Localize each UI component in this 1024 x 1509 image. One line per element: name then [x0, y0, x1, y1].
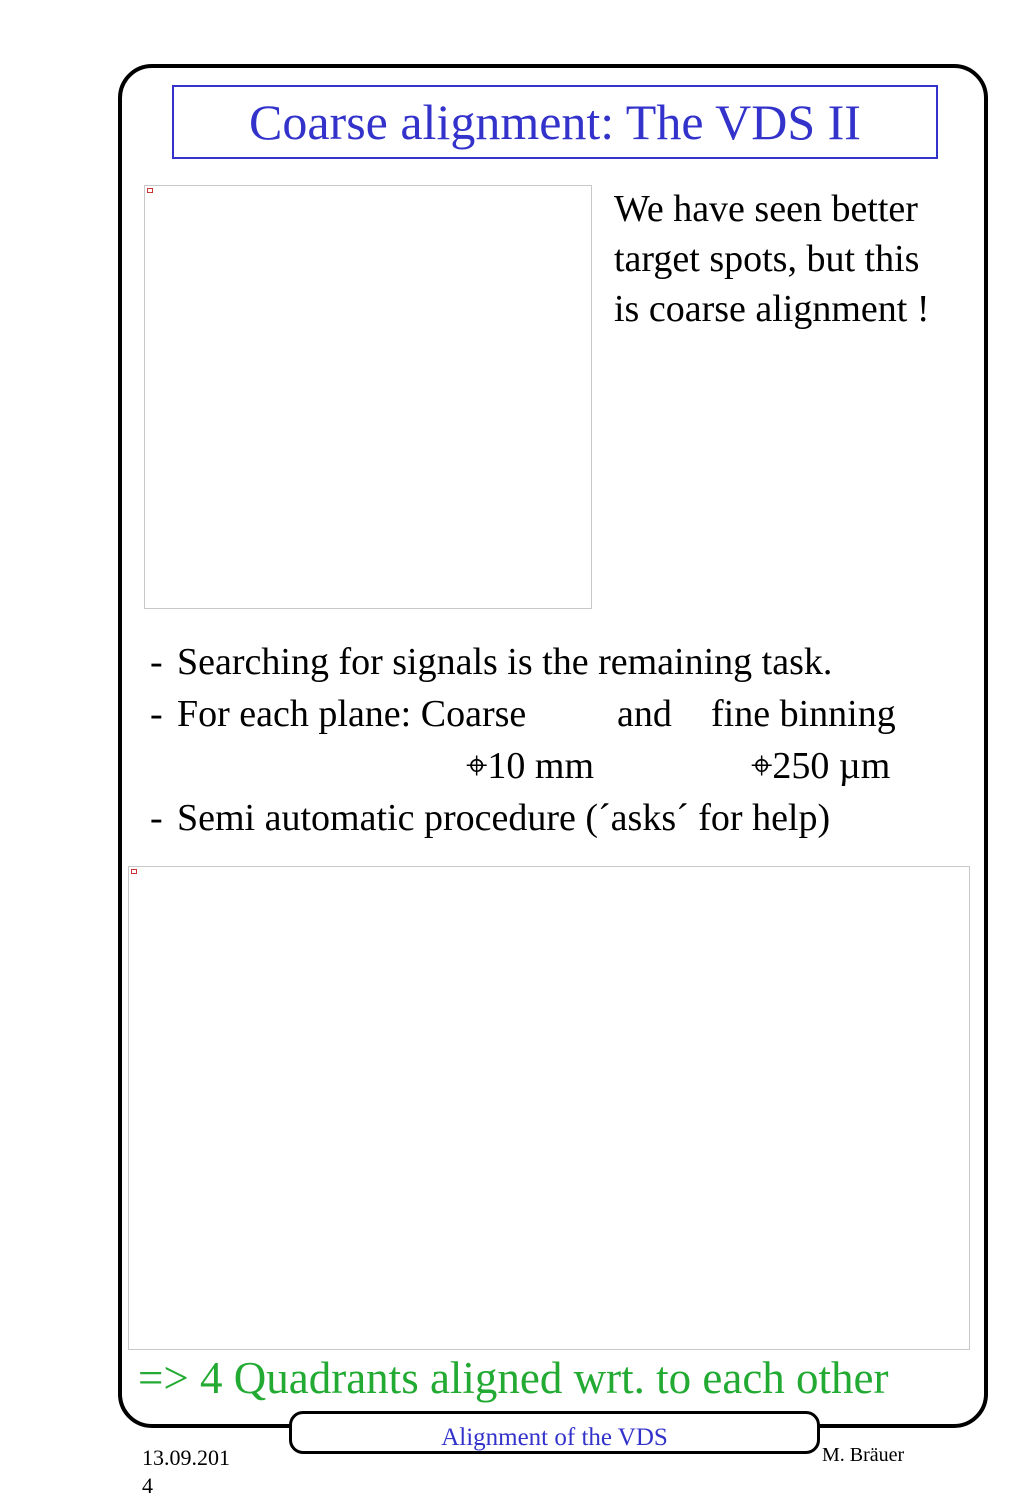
- bullet-item: [150, 636, 833, 688]
- broken-image-icon: [131, 869, 137, 874]
- side-note: [614, 184, 930, 334]
- footer-title: Alignment of the VDS: [441, 1424, 668, 1451]
- bullet-dash: -: [150, 693, 163, 735]
- bullet-dash: -: [150, 641, 163, 683]
- bullet-list: [150, 636, 896, 844]
- bullet-dash: -: [150, 797, 163, 839]
- conclusion-text: => 4 Quadrants aligned wrt. to each other: [138, 1353, 889, 1403]
- footer-title-box: [289, 1411, 820, 1454]
- slide-title-box: [172, 85, 938, 159]
- bullet-and: and: [617, 693, 672, 735]
- side-note-line: We have seen better: [614, 188, 918, 230]
- slide-title: Coarse alignment: The VDS II: [249, 94, 861, 150]
- bullet-text: For each plane: Coarse: [177, 693, 527, 735]
- bullet-text: Semi automatic procedure (´asks´ for help): [177, 797, 831, 839]
- bullet-item: [150, 792, 831, 844]
- bullet-text: Searching for signals is the remaining task.: [177, 641, 833, 683]
- side-note-line: is coarse alignment !: [614, 288, 930, 330]
- coarse-binning-value: ⌖10 mm: [466, 745, 595, 787]
- footer-author: M. Bräuer: [822, 1444, 905, 1466]
- bullet-fine-binning: fine binning: [711, 693, 896, 735]
- footer-date-line: 13.09.201: [142, 1445, 230, 1470]
- bullet-item: [150, 688, 896, 740]
- footer-date: [142, 1444, 230, 1500]
- footer-date-line: 4: [142, 1473, 153, 1498]
- bullet-values-row: [150, 740, 891, 792]
- side-note-line: target spots, but this: [614, 238, 920, 280]
- quadrant-alignment-image-placeholder: [128, 866, 970, 1350]
- fine-binning-value: ⌖250 µm: [751, 745, 891, 787]
- target-spot-image-placeholder: [144, 185, 592, 609]
- broken-image-icon: [147, 188, 153, 193]
